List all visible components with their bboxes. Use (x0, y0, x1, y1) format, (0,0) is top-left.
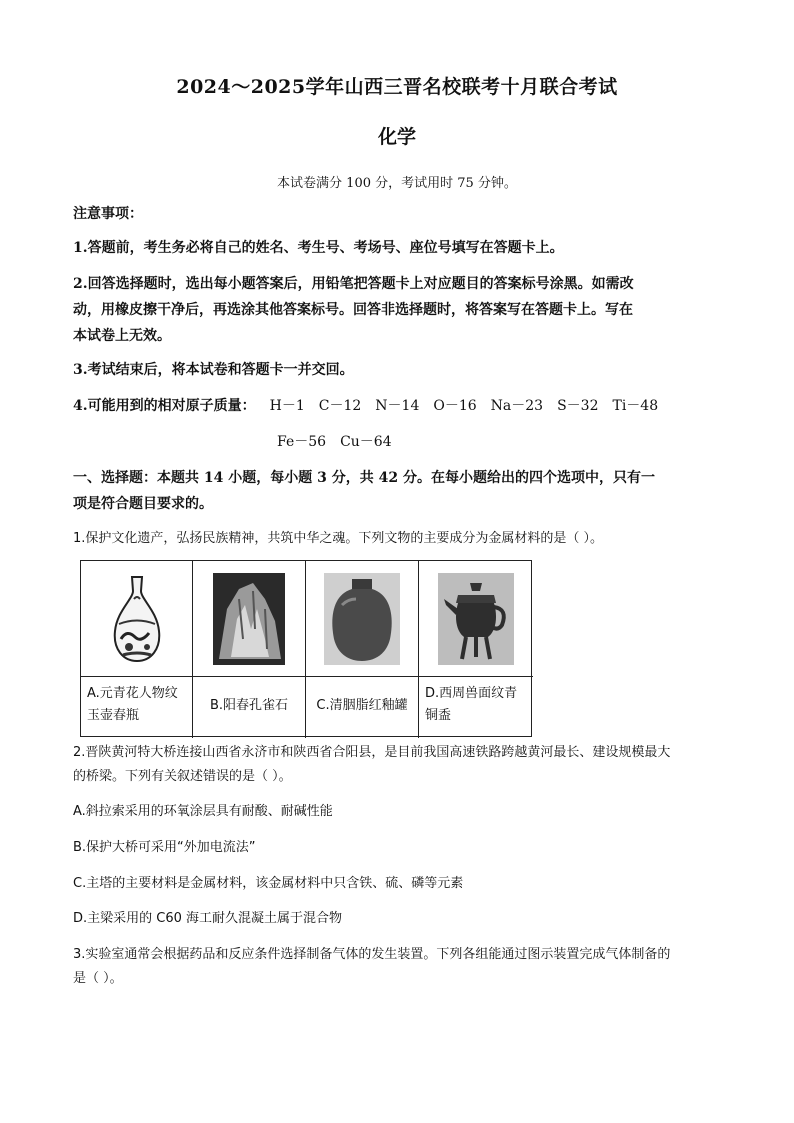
option-b-image (193, 561, 306, 676)
note-item-1: 1.答题前，考生务必将自己的姓名、考生号、考场号、座位号填写在答题卡上。 (73, 240, 564, 256)
mass-cu: Cu－64 (340, 434, 392, 450)
note-item-2: 2.回答选择题时，选出每小题答案后，用铅笔把答题卡上对应题目的答案标号涂黑。如需改 (73, 276, 634, 292)
note-item-2-cont: 动，用橡皮擦干净后，再选涂其他答案标号。回答非选择题时，将答案写在答题卡上。写在 (73, 302, 633, 318)
question-1-figure-table (80, 560, 532, 737)
option-b-caption (193, 676, 306, 738)
option-c-label: C.清胭脂红釉罐 (316, 698, 408, 713)
option-d-image (419, 561, 533, 676)
option-a-label-cont: 玉壶春瓶 (87, 708, 140, 723)
mass-c: C－12 (318, 398, 362, 414)
question-2-option-c: C.主塔的主要材料是金属材料，该金属材料中只含铁、硫、磷等元素 (73, 876, 464, 891)
option-b-label: B.阳春孔雀石 (209, 698, 289, 713)
section-1-heading-cont: 项是符合题目要求的。 (73, 496, 213, 512)
atomic-mass-line-2 (277, 432, 392, 452)
note-item-2-end: 本试卷上无效。 (73, 328, 171, 344)
section-1-heading: 一、选择题：本题共 14 小题，每小题 3 分，共 42 分。在每小题给出的四个选项中，只有一 (73, 470, 655, 486)
red-glaze-jar-icon (322, 569, 402, 669)
mass-h: H－1 (269, 398, 305, 414)
option-d-label-cont: 铜盉 (425, 708, 452, 723)
mass-o: O－16 (433, 398, 477, 414)
question-2-option-d: D.主梁采用的 C60 海工耐久混凝土属于混合物 (73, 911, 343, 926)
exam-subject: 化学 (377, 126, 416, 148)
atomic-mass-line (73, 396, 658, 416)
score-note: 本试卷满分 100 分，考试用时 75 分钟。 (277, 176, 517, 191)
option-a-caption (81, 676, 193, 738)
question-2-option-a: A.斜拉索采用的环氧涂层具有耐酸、耐碱性能 (73, 804, 333, 819)
question-2-stem: 2.晋陕黄河特大桥连接山西省永济市和陕西省合阳县，是目前我国高速铁路跨越黄河最长、建设规模最大 (73, 745, 671, 760)
option-d-label: D.西周兽面纹青 (425, 686, 518, 701)
question-1-stem: 1.保护文化遗产，弘扬民族精神，共筑中华之魂。下列文物的主要成分为金属材料的是（ ）。 (73, 531, 604, 546)
mass-ti: Ti－48 (612, 398, 659, 414)
porcelain-vase-icon (97, 569, 177, 669)
mass-s: S－32 (557, 398, 599, 414)
exam-title: 2024～2025学年山西三晋名校联考十月联合考试 (176, 76, 618, 98)
question-2-option-b: B.保护大桥可采用“外加电流法” (73, 840, 256, 855)
malachite-stone-icon (209, 569, 289, 669)
option-a-label: A.元青花人物纹 (87, 686, 178, 701)
atomic-mass-label: 4.可能用到的相对原子质量： (73, 398, 256, 414)
notes-heading: 注意事项： (73, 206, 143, 222)
question-3-stem: 3.实验室通常会根据药品和反应条件选择制备气体的发生装置。下列各组能通过图示装置完成气体制备的 (73, 947, 671, 962)
option-a-image (81, 561, 193, 676)
question-2-stem-cont: 的桥梁。下列有关叙述错误的是（ ）。 (73, 769, 292, 784)
mass-na: Na－23 (490, 398, 544, 414)
option-c-image (306, 561, 419, 676)
question-3-stem-cont: 是（ ）。 (73, 971, 123, 986)
option-c-caption (306, 676, 419, 738)
option-d-caption (419, 676, 533, 738)
mass-fe: Fe－56 (277, 434, 327, 450)
mass-n: N－14 (375, 398, 420, 414)
bronze-vessel-icon (436, 569, 516, 669)
note-item-3: 3.考试结束后，将本试卷和答题卡一并交回。 (73, 362, 354, 378)
